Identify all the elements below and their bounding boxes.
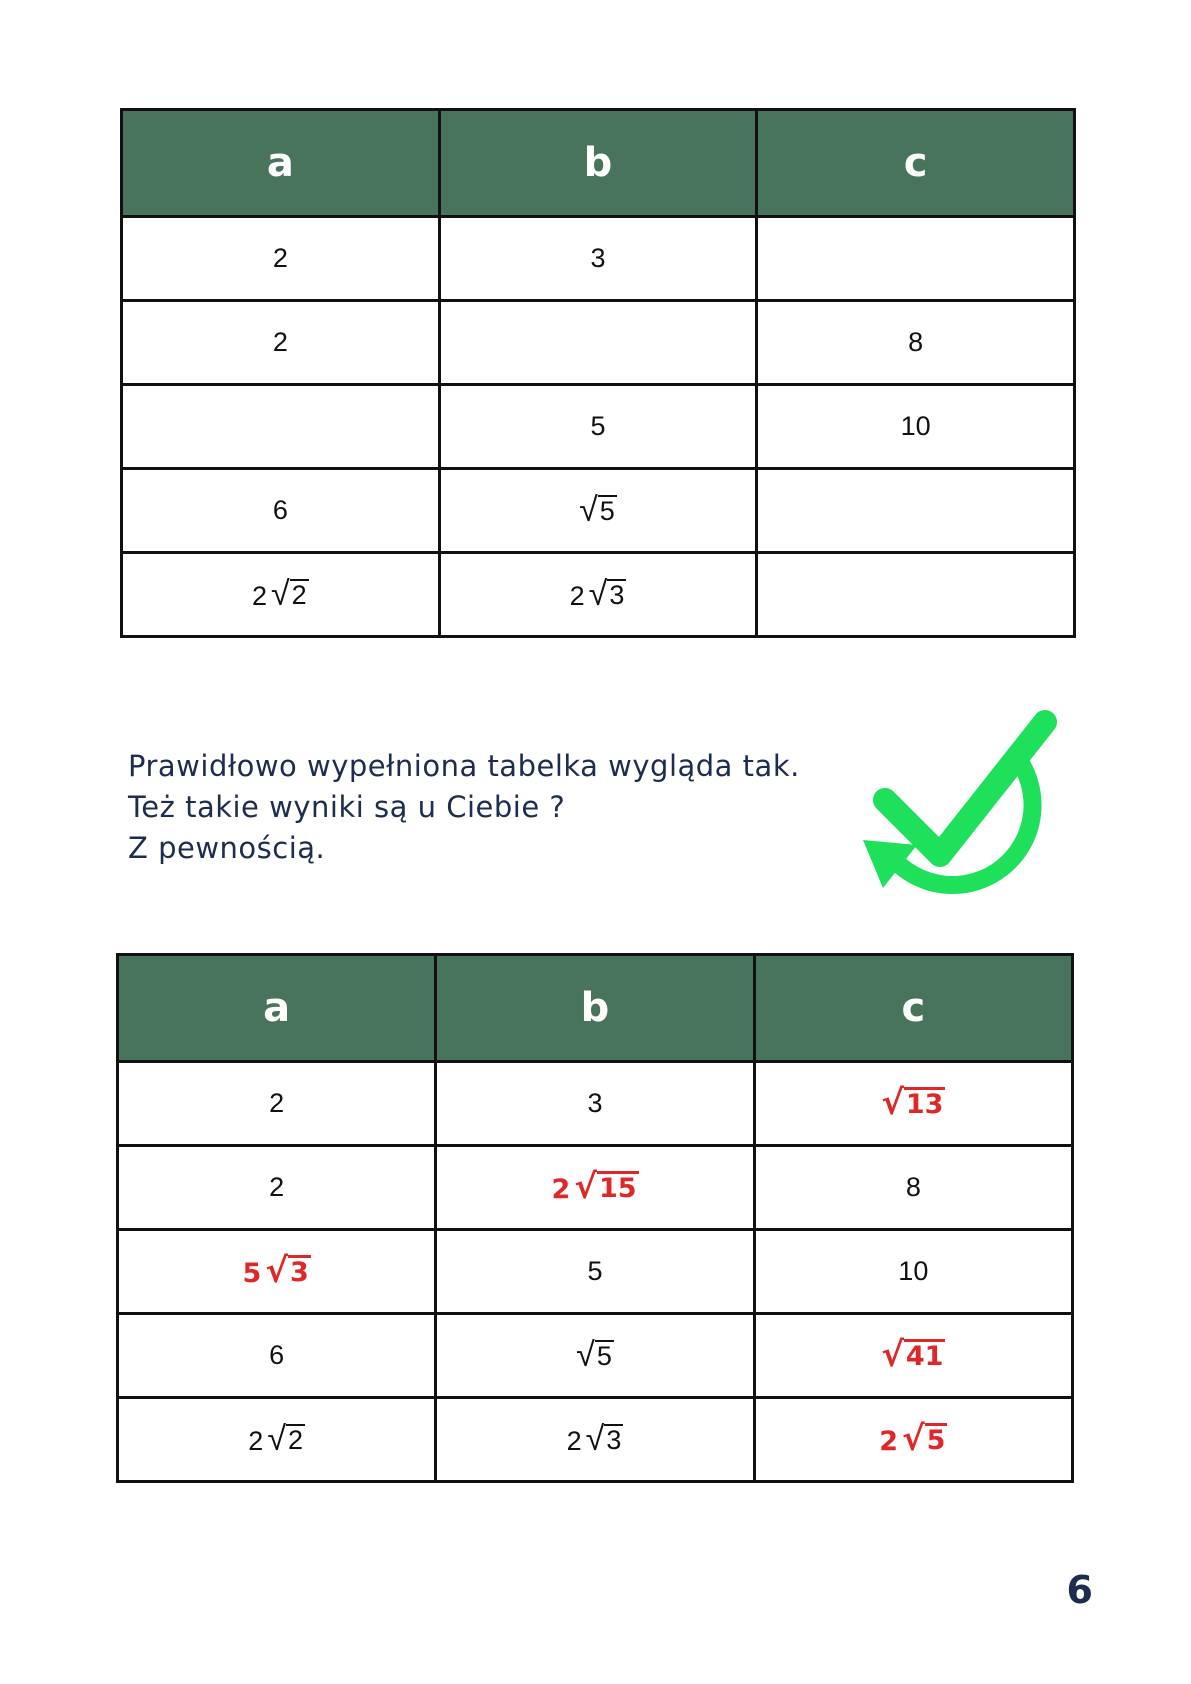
cell-value [269,1088,284,1119]
radical-sign-icon: √ [881,1335,904,1375]
cell-value [570,577,627,612]
table-cell [439,553,757,637]
table-row [118,1146,1073,1230]
cell-value [576,1338,614,1372]
header-row [122,110,1075,217]
table-cell [122,301,440,385]
cell-value [901,411,931,442]
coefficient: 2 [248,1426,264,1456]
radicand: 3 [609,580,625,611]
table-cell [118,1398,436,1482]
square-root [589,577,627,611]
message-line-3: Z pewnością. [128,831,326,865]
coefficient: 5 [587,1256,603,1286]
radicand: 2 [291,580,307,611]
message-line-1: Prawidłowo wypełniona tabelka wygląda tak. [128,749,800,783]
cell-value [906,1172,921,1203]
cell-value [269,1172,284,1203]
table-cell [118,1230,436,1314]
radicand: 5 [596,1341,612,1372]
cell-value [898,1256,928,1287]
answer-value [881,1083,945,1123]
table-row [122,469,1075,553]
radicand: 2 [288,1425,304,1456]
table-cell [436,1398,754,1482]
coefficient: 8 [905,1172,921,1202]
cell-value [908,327,923,358]
coefficient: 2 [272,243,288,273]
cell-value [567,1422,624,1457]
answer-value [881,1335,945,1375]
table-cell [436,1062,754,1146]
table-row [118,1398,1073,1482]
table-cell [757,385,1075,469]
table-cell [439,217,757,301]
cell-value [590,243,605,274]
coefficient: 10 [898,1256,929,1286]
message-line-2: Też takie wyniki są u Ciebie ? [128,790,566,824]
table-row [122,301,1075,385]
cell-value [248,1422,305,1457]
table-cell [118,1314,436,1398]
table-cell [439,469,757,553]
radicand: 3 [606,1425,622,1456]
check-refresh-icon [845,700,1060,910]
radical-sign-icon: √ [901,1419,925,1459]
table-row [122,385,1075,469]
coefficient: 3 [587,1088,603,1118]
table-cell [754,1062,1072,1146]
radicand: 3 [290,1257,309,1289]
table-cell [122,217,440,301]
table-cell [754,1314,1072,1398]
coefficient: 8 [908,327,924,357]
coefficient: 2 [269,1088,285,1118]
square-root [881,1083,945,1123]
header-c: c [757,110,1075,217]
radicand: 41 [905,1341,944,1373]
header-a: a [118,955,436,1062]
page-number: 6 [1066,1568,1093,1612]
table-cell [439,385,757,469]
coefficient: 2 [251,581,267,611]
coefficient: 2 [272,327,288,357]
radical-sign-icon: √ [270,575,290,613]
table-row [122,217,1075,301]
cell-value [273,495,288,526]
table-cell [122,385,440,469]
radical-sign-icon: √ [265,1251,288,1291]
square-root [271,577,309,611]
table-cell [754,1230,1072,1314]
table-cell [436,1146,754,1230]
coefficient: 2 [551,1174,571,1205]
answer-value [879,1419,947,1459]
square-root [579,493,617,527]
radical-sign-icon: √ [881,1083,904,1123]
cell-value [273,243,288,274]
table-cell [757,553,1075,637]
coefficient: 6 [269,1340,285,1370]
table-cell [439,301,757,385]
coefficient: 2 [269,1172,285,1202]
header-b: b [439,110,757,217]
coefficient: 5 [242,1258,262,1289]
exercise-table [120,108,1076,638]
table-row [122,553,1075,637]
header-a: a [122,110,440,217]
answer-value [242,1251,311,1291]
square-root [265,1251,310,1291]
solution-table [116,953,1074,1483]
coefficient: 2 [879,1426,898,1457]
square-root [586,1422,624,1456]
table-cell [436,1314,754,1398]
radicand: 15 [598,1173,637,1205]
table-row [118,1062,1073,1146]
table-row [118,1230,1073,1314]
radical-sign-icon: √ [579,491,598,529]
square-root [576,1338,614,1372]
radical-sign-icon: √ [574,1167,597,1207]
cell-value [579,493,617,527]
header-b: b [436,955,754,1062]
header-c: c [754,955,1072,1062]
table-cell [122,553,440,637]
cell-value [269,1340,284,1371]
square-root [574,1167,638,1207]
cell-value [273,327,288,358]
radical-sign-icon: √ [576,1336,595,1374]
table-cell [122,469,440,553]
cell-value [587,1088,602,1119]
table-cell [754,1146,1072,1230]
table-cell [757,217,1075,301]
radicand: 5 [926,1425,946,1457]
radical-sign-icon: √ [267,1420,286,1458]
table-cell [754,1398,1072,1482]
coefficient: 2 [569,581,585,611]
cell-value [587,1256,602,1287]
radical-sign-icon: √ [585,1420,605,1458]
square-root [267,1422,305,1456]
explanation-text [128,746,828,869]
cell-value [590,411,605,442]
coefficient: 2 [566,1426,582,1456]
answer-value [551,1167,638,1207]
radicand: 5 [599,496,615,527]
radicand: 13 [905,1089,944,1121]
square-root [881,1335,945,1375]
header-row [118,955,1073,1062]
table-cell [436,1230,754,1314]
coefficient: 6 [272,495,288,525]
table-cell [757,301,1075,385]
table-cell [118,1146,436,1230]
table-row [118,1314,1073,1398]
coefficient: 3 [590,243,606,273]
cell-value [252,577,309,612]
table-cell [757,469,1075,553]
square-root [901,1419,947,1459]
coefficient: 5 [590,411,606,441]
radical-sign-icon: √ [588,575,608,613]
table-cell [118,1062,436,1146]
coefficient: 10 [900,411,931,441]
